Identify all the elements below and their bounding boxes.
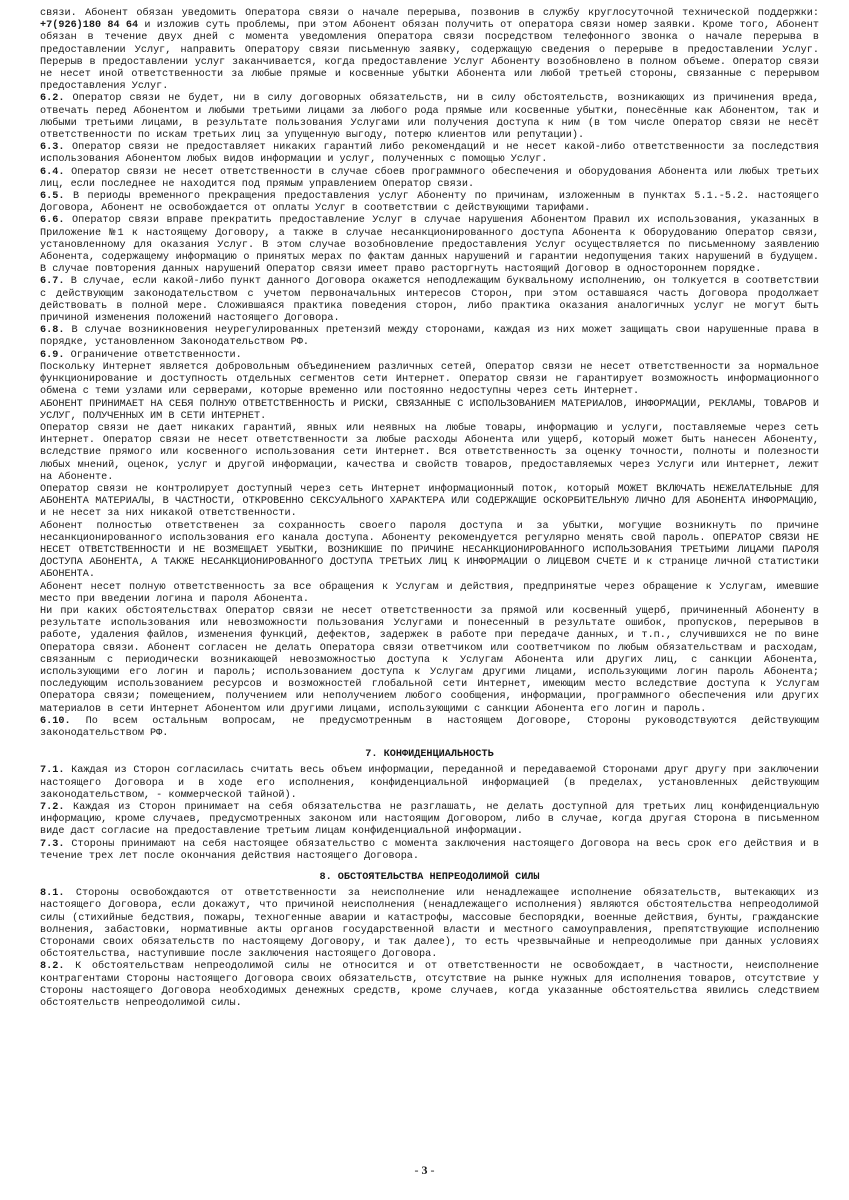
paragraph-text: В случае, если какой-либо пункт данного Договора окажется неподлежащим буквальному исполнению, он толкуется в соответствии с действующим законодательством с учетом первоначальных интересов Сторон, при этом оставшаяся часть Договора продолжает действовать в полной мере. Сложившаяся практика поведения сторон, либо практика оказания аналогичных услуг не могут быть причиной изменения положений настоящего Договора. — [40, 276, 819, 325]
paragraph — [40, 191, 819, 215]
paragraph — [40, 484, 819, 521]
paragraph — [40, 362, 819, 399]
section-8-force-majeure — [40, 888, 819, 1010]
page-footer: - 3 - — [414, 1163, 435, 1177]
paragraph-text: Стороны принимают на себя настоящее обязательство с момента заключения настоящего Договора на весь срок его действия и в течение трех лет после окончания действия настоящего Договора. — [40, 838, 819, 862]
paragraph-text: Оператор связи не предоставляет никаких гарантий либо рекомендаций и не несет какой-либо ответственности за последствия использования Абонентом любых видов информации и услуг, полученных с помощью Услуг. — [40, 142, 819, 166]
document-page — [40, 8, 819, 1010]
paragraph-text: В случае возникновения неурегулированных претензий между сторонами, каждая из них может защищать свои нарушенные права в порядке, установленном Законодательством РФ. — [40, 325, 819, 349]
paragraph-text: Оператор связи вправе прекратить предоставление Услуг в случае нарушения Абонентом Правил их использования, указанных в Приложение №1 к настоящему Договору, а также в случае несанкционированного доступа Абонента к Оборудованию Оператор связи, установленному для оказания Услуг. В этом случае возобновление предоставления Услуг осуществляется по письменному заявлению Абонента, содержащему информацию о принятых мерах по фактам данных нарушений и гарантии недопущения таких нарушений в будущем. В случае повторения данных нарушений Оператор связи имеет право расторгнуть настоящий Договор в одностороннем порядке. — [40, 215, 819, 276]
paragraph — [40, 839, 819, 863]
paragraph — [40, 276, 819, 325]
clause-number: 6.8. — [40, 325, 65, 337]
clause-number: 7.2. — [40, 802, 65, 813]
paragraph-text: Оператор связи не дает никаких гарантий, явных или неявных на любые товары, информацию и услуги, поставляемые через сеть Интернет. Оператор связи не несет ответственности за любые расходы Абонента или ущерб, который может быть нанесен Абоненту, вследствие прямого или косвенного использования сети Интернет. Вся ответственность за оценку точности, полноты и полезности любых мнений, оценок, услуг и другой информации, качества и свойств товаров, предоставляемых через Услуги или Интернет, лежит на Абоненте. — [40, 422, 819, 483]
paragraph-text: Абонент полностью ответственен за сохранность своего пароля доступа и за убытки, могущие возникнуть по причине несанкционированного использования его канала доступа. Абоненту рекомендуется регулярно менять свой пароль. ОПЕРАТОР СВЯЗИ НЕ НЕСЕТ ОТВЕТСТВЕННОСТИ И НЕ ВОЗМЕЩАЕТ УБЫТКИ, ВОЗНИКШИЕ ПО ПРИЧИНЕ НЕСАНКЦИОНИРОВАННОГО ИСПОЛЬЗОВАНИЯ ТРЕТЬИМИ ЛИЦАМИ ПАРОЛЯ ДОСТУПА АБОНЕНТА, А ТАКЖЕ НЕСАНКЦИОНИРОВАННОГО ДОСТУПА ТРЕТЬИХ ЛИЦ К ИНФОРМАЦИИ О ЛИЦЕВОМ СЧЕТЕ И к странице личной статистики АБОНЕНТА. — [40, 520, 819, 581]
clause-number: 6.3. — [40, 142, 65, 154]
paragraph — [40, 215, 819, 276]
paragraph-text: связи. Абонент обязан уведомить Оператора связи о начале перерыва, позвонив в службу круглосуточной технической поддержки: +7(926)180 84 64 и изложив суть проблемы, при этом Абонент обязан получить от оператора связи номер заявки. Кроме того, Абонент обязан в течение двух дней с момента уведомления Оператора связи посредством телефонного звонка о начале перерыва в предоставлении Услуг, направить Оператору связи письменную заявку, содержащую сведения о перерыве в предоставлении Услуг. Перерыв в предоставлении услуг заканчивается, когда предоставление Услуг Абоненту возобновлено в полном объеме. Оператор связи не несет иной ответственности за любые прямые и косвенные убытки Абонента или любой третьей стороны, связанные с перерывом предоставления Услуг. — [40, 8, 819, 93]
clause-number: 6.6. — [40, 215, 65, 227]
paragraph-text: Каждая из Сторон согласилась считать весь объем информации, переданной и передаваемой Сторонами друг другу при заключении настоящего Договора и в ходе его исполнения, конфиденциальной информацией (в пределах, установленных действующим законодательством, - коммерческой тайной). — [40, 765, 819, 801]
clause-number: 7.1. — [40, 765, 65, 777]
paragraph-text: АБОНЕНТ ПРИНИМАЕТ НА СЕБЯ ПОЛНУЮ ОТВЕТСТВЕННОСТЬ И РИСКИ, СВЯЗАННЫЕ С ИСПОЛЬЗОВАНИЕМ МАТЕРИАЛОВ, ИНФОРМАЦИИ, РЕКЛАМЫ, ТОВАРОВ И УСЛУГ, ПОЛУЧЕННЫХ ИМ В СЕТИ ИНТЕРНЕТ. — [40, 398, 819, 422]
clause-number: 8.2. — [40, 961, 65, 973]
paragraph — [40, 802, 819, 839]
section-7-confidentiality — [40, 765, 819, 863]
paragraph — [40, 582, 819, 606]
clause-number: 6.7. — [40, 276, 65, 288]
paragraph — [40, 888, 819, 961]
paragraph-text: Оператор связи не несет ответственности в случае сбоев программного обеспечения и оборудования Абонента или любых третьих лиц, если последнее не находится под прямым управлением Оператор связи. — [40, 166, 819, 190]
paragraph-text: В периоды временного прекращения предоставления услуг Абоненту по причинам, изложенным в пунктах 5.1.-5.2. настоящего Договора, Абонент не освобождается от оплаты Услуг в соответствии с действующими тарифами. — [40, 191, 819, 215]
paragraph — [40, 399, 819, 423]
paragraph-text: К обстоятельствам непреодолимой силы не относится и от ответственности не освобождает, в частности, неисполнение контрагентами Стороны настоящего Договора своих обязательств, отсутствие на рынке нужных для исполнения товаров, отсутствие у Стороны настоящего Договора необходимых денежных средств, кроме случаев, когда указанные обстоятельства явились следствием обстоятельств непреодолимой силы. — [40, 961, 819, 1010]
paragraph — [40, 325, 819, 349]
paragraph-text: Каждая из Сторон принимает на себя обязательства не разглашать, не делать доступной для третьих лиц конфиденциальную информацию, кроме случаев, предусмотренных законом или настоящим Договором, либо в случае, когда другая Сторона в письменном виде даст согласие на предоставление третьим лицам конфиденциальной информации. — [40, 802, 819, 838]
paragraph — [40, 521, 819, 582]
paragraph-text: Ни при каких обстоятельствах Оператор связи не несет ответственности за прямой или косвенный ущерб, причиненный Абоненту в результате использования или невозможности пользования Услугами и понесенный в результате ошибок, пропусков, перерывов в работе, удаления файлов, изменения функций, дефектов, задержек в работе при передаче данных, и т.п., случившихся не по вине Оператора связи. Абонент согласен не делать Оператора связи ответчиком или соответчиком по любым обязательствам и расходам, связанным с периодически возникающей невозможностью доступа к Услугам Абонента или других лиц, с санкции Абонента, использующими его логин и пароль; использованием доступа к Услугам другими лицами, использующими логин пароль Абонента; последующим использованием ресурсов и возможностей глобальной сети Интернет, имеющим место вследствие доступа к Услугам Оператора связи; помещением, получением или неполучением любого сообщения, информации, программного обеспечения или других материалов в сети Интернет Абонентом или другими лицами, использующими с санкции Абонента его логин и пароль. — [40, 605, 819, 715]
paragraph-text: Поскольку Интернет является добровольным объединением различных сетей, Оператор связи не несет ответственности за нормальное функционирование и доступность отдельных сегментов сети Интернет. Оператор связи не гарантирует возможность информационного обмена с теми узлами или серверами, которые временно или постоянно недоступны через сеть Интернет. — [40, 361, 819, 398]
clause-number: 6.4. — [40, 166, 65, 178]
paragraph-text: Абонент несет полную ответственность за все обращения к Услугам и действия, предпринятые через обращение к Услугам, имевшие место при введении логина и пароля Абонента. — [40, 581, 819, 605]
clause-number: 6.9. — [40, 349, 65, 361]
paragraph-text: Оператор связи не контролирует доступный через сеть Интернет информационный поток, который МОЖЕТ ВКЛЮЧАТЬ НЕЖЕЛАТЕЛЬНЫЕ ДЛЯ АБОНЕНТА МАТЕРИАЛЫ, В ЧАСТНОСТИ, ОТКРОВЕННО СЕКСУАЛЬНОГО ХАРАКТЕРА ИЛИ СОДЕРЖАЩИЕ ОСКОРБИТЕЛЬНУЮ ЛИЧНО ДЛЯ АБОНЕНТА ИНФОРМАЦИЮ, и не несет за них никакой ответственности. — [40, 483, 819, 520]
paragraph — [40, 93, 819, 142]
paragraph — [40, 423, 819, 484]
paragraph — [40, 142, 819, 166]
paragraph — [40, 167, 819, 191]
section-6-liability — [40, 8, 819, 740]
paragraph-text: По всем остальным вопросам, не предусмотренным в настоящем Договоре, Стороны руководствуются действующим законодательством РФ. — [40, 715, 819, 739]
paragraph — [40, 716, 819, 740]
clause-number: 6.5. — [40, 191, 65, 203]
clause-number: 6.10. — [40, 715, 71, 727]
paragraph — [40, 961, 819, 1010]
paragraph — [40, 8, 819, 93]
support-phone: +7(926)180 84 64 — [40, 20, 139, 32]
paragraph — [40, 765, 819, 802]
paragraph-text: Оператор связи не будет, ни в силу договорных обязательств, ни в силу обстоятельств, возникающих из причинения вреда, отвечать перед Абонентом и любыми третьими лицами за любого рода прямые или косвенные убытки, понесённые как Абонентом, так и любыми третьими лицами, в результате пользования Услугами или получения доступа к ним (в том числе Оператор связи не несёт ответственности по искам третьих лиц за упущенную выгоду, потерю клиентов или репутации). — [40, 93, 819, 142]
clause-number: 7.3. — [40, 838, 65, 850]
paragraph — [40, 606, 819, 716]
paragraph-text: Ограничение ответственности. — [70, 349, 242, 361]
paragraph-text: Стороны освобождаются от ответственности за неисполнение или ненадлежащее исполнение обязательств, вытекающих из настоящего Договора, если докажут, что причиной неисполнения (ненадлежащего исполнения) являются обстоятельства непреодолимой силы (стихийные бедствия, пожары, техногенные аварии и катастрофы, массовые беспорядки, военные действия, бунты, гражданские волнения, забастовки, нормативные акты органов государственной власти и местного самоуправления, препятствующие исполнению Сторонами своих обязательств по настоящему Договору, и так далее), то есть чрезвычайные и непреодолимые при данных условиях обстоятельства, наступившие после заключения настоящего Договора. — [40, 888, 819, 961]
paragraph — [40, 350, 819, 362]
page-number: 3 — [421, 1163, 428, 1177]
clause-number: 6.2. — [40, 93, 65, 105]
section-8-heading: 8. ОБСТОЯТЕЛЬСТВА НЕПРЕОДОЛИМОЙ СИЛЫ — [319, 872, 540, 884]
section-7-heading: 7. КОНФИДЕНЦИАЛЬНОСТЬ — [365, 749, 494, 761]
clause-number: 8.1. — [40, 888, 65, 900]
